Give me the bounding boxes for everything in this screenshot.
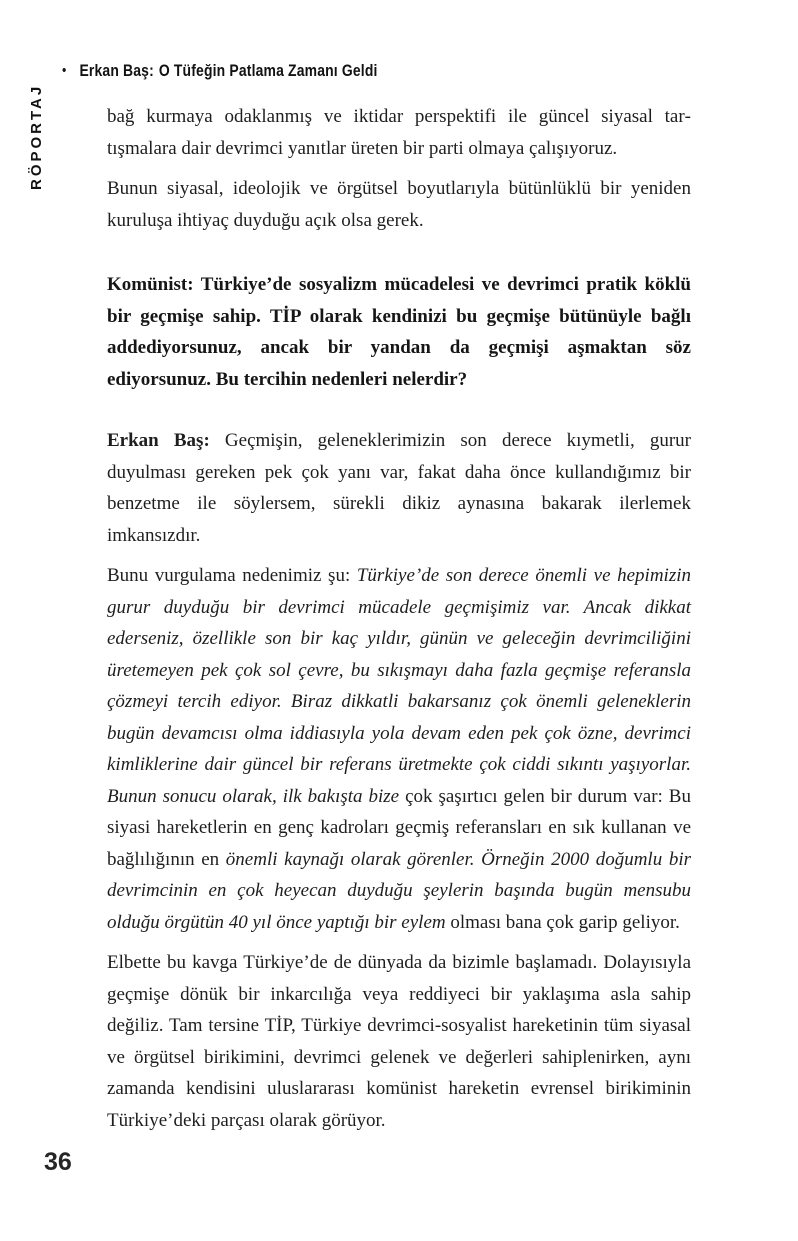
article-body: [107, 101, 691, 1145]
interview-answer-paragraph: [107, 560, 691, 938]
text-run: çok şaşırtıcı gelen bir durum var: Bu siyasi hareketlerin en genç kadroları geçmiş referansları en sık kullanan ve bağlılığının en: [107, 785, 691, 870]
running-header: [62, 61, 378, 81]
page-number: 36: [44, 1148, 72, 1176]
paragraph-continuation: [107, 101, 691, 164]
text-run: bağ kurmaya odaklanmış ve iktidar perspektifi ile güncel siyasal tartışmalara dair devrimci yanıtlar üreten bir parti olmaya çalışıyoruz.: [107, 106, 691, 159]
text-run: olması bana çok garip geliyor.: [450, 911, 680, 933]
text-run: Bunun siyasal, ideolojik ve örgütsel boyutlarıyla bütünlüklü bir yeniden kuruluşa ihtiyaç duyduğu açık olsa gerek.: [107, 178, 691, 231]
text-run: Erkan Baş:: [107, 430, 210, 451]
paragraph: [107, 173, 691, 236]
interview-answer-paragraph: [107, 947, 691, 1136]
interview-answer-paragraph: [107, 425, 691, 551]
text-run: Türkiye’de son derece önemli ve hepimizin gurur duyduğu bir devrimci mücadele geçmişimiz var. Ancak dikkat ederseniz, özellikle son bir kaç yıldır, günün ve geleceğin devrimciliğini üretemeyen pek çok sol çevre, bu sıkışmayı daha fazla geçmişe referansla çözmeyi tercih ediyor. Biraz dikkatli bakarsanız çok önemli geleneklerin bugün devamcısı olma iddiasıyla yola devam eden pek çok özne, devrimci kimliklerine dair güncel bir referans üretmekte çok ciddi sıkıntı yaşıyorlar. Bunun sonucu olarak, ilk bakışta bize: [107, 565, 692, 807]
text-run: Geçmişin, geleneklerimizin son derece kıymetli, gurur duyulması gereken pek çok yanı var, fakat daha önce kullandığımız bir benzetme ile söylersem, sürekli dikiz aynasına bakarak ilerlemek imkansızdır.: [107, 430, 692, 546]
bullet-icon: •: [62, 62, 67, 79]
text-run: Komünist: Türkiye’de sosyalizm mücadelesi ve devrimci pratik köklü bir geçmişe sahip. TİP olarak kendinizi bu geçmişe bütünüyle bağlı addediyorsunuz, ancak bir yandan da geçmişi aşmaktan söz ediyorsunuz. Bu tercihin nedenleri nelerdir?: [107, 274, 691, 390]
header-article-title: O Tüfeğin Patlama Zamanı Geldi: [158, 61, 378, 80]
interview-question: [107, 269, 691, 395]
header-author: Erkan Baş:: [79, 61, 154, 80]
section-label-vertical: RÖPORTAJ: [28, 83, 45, 190]
text-run: Elbette bu kavga Türkiye’de de dünyada da bizimle başlamadı. Dolayısıyla geçmişe dönük bir inkarcılığa veya reddiyeci bir yaklaşıma asla sahip değiliz. Tam tersine TİP, Türkiye devrimci-sosyalist hareketinin tüm siyasal ve örgütsel birikimini, devrimci gelenek ve değerleri sahiplenirken, aynı zamanda kendisini uluslararası komünist hareketin evrensel birikiminin Türkiye’deki parçası olarak görüyor.: [107, 952, 691, 1131]
text-run: önemli kaynağı olarak görenler. Örneğin 2000 doğumlu bir devrimcinin en çok heyecan duyduğu şeylerin başında bugün mensubu olduğu örgütün 40 yıl önce yaptığı bir eylem: [107, 848, 691, 933]
text-run: Bunu vurgulama nedenimiz şu:: [107, 565, 357, 586]
